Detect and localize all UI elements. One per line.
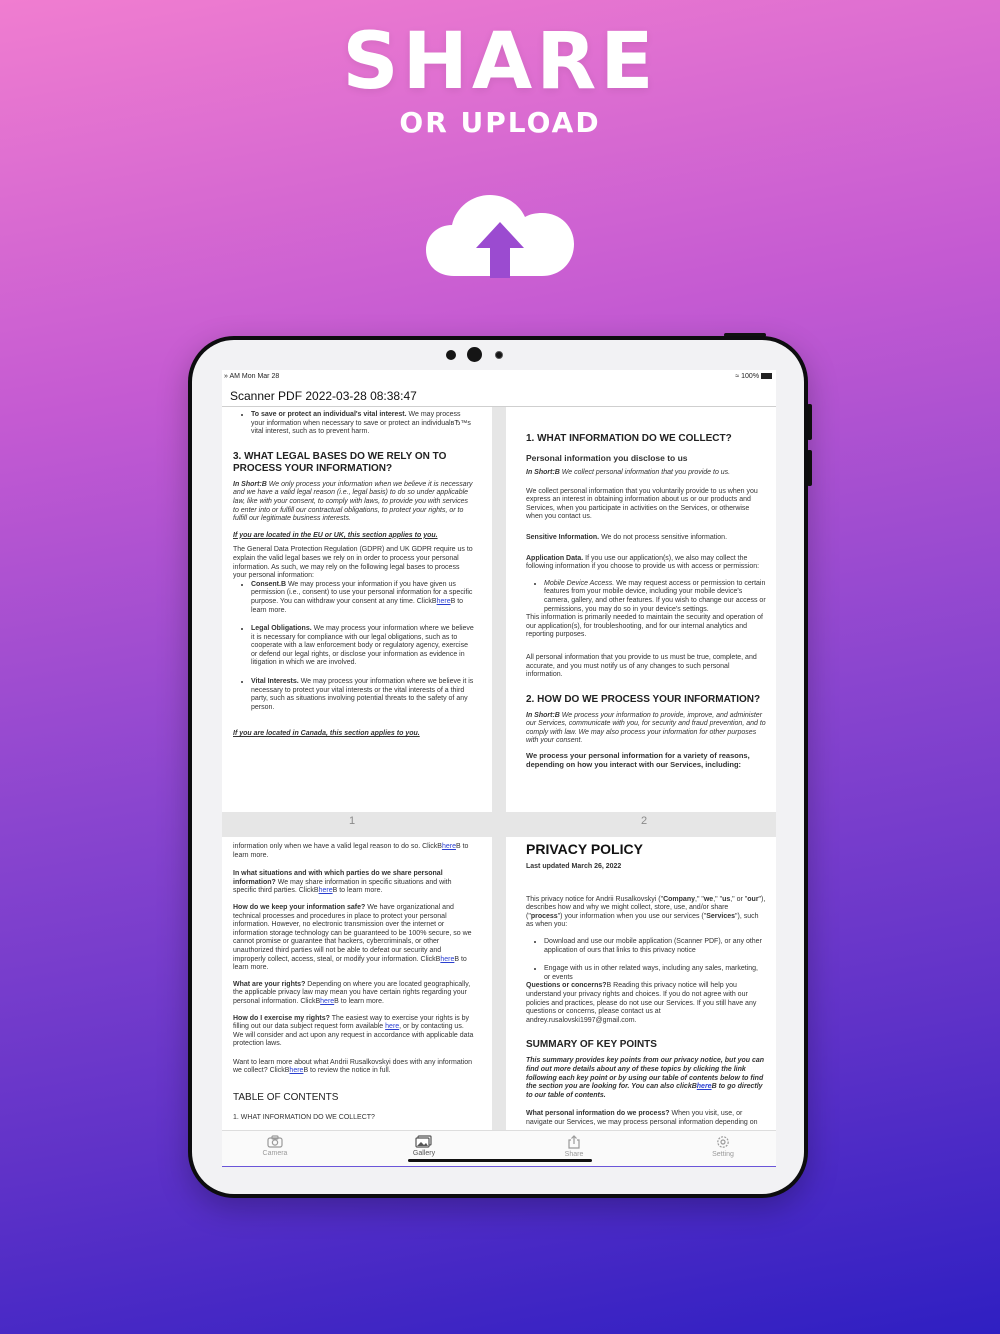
here-link[interactable]: here: [385, 1023, 400, 1031]
here-link[interactable]: here: [320, 997, 335, 1005]
gallery-icon: [415, 1135, 433, 1148]
gear-icon: [716, 1135, 730, 1149]
light-sensor: [495, 351, 503, 359]
battery-icon: [761, 373, 772, 379]
page-grid: [222, 407, 776, 1130]
here-link[interactable]: here: [696, 1083, 712, 1091]
hero-title: SHARE: [342, 17, 658, 107]
tab-camera[interactable]: Camera: [235, 1135, 315, 1157]
tab-setting[interactable]: Setting: [683, 1135, 763, 1158]
tab-gallery[interactable]: Gallery: [384, 1135, 464, 1157]
page-number-2: 2: [641, 815, 648, 827]
here-link[interactable]: here: [289, 1067, 304, 1075]
share-icon: [567, 1135, 581, 1149]
section-heading: 3. WHAT LEGAL BASES DO WE RELY ON TO PROCESS YOUR INFORMATION?: [233, 450, 447, 474]
here-link[interactable]: here: [436, 597, 451, 605]
hero-subtitle: OR UPLOAD: [399, 106, 601, 139]
pdf-page-1[interactable]: • To save or protect an individual's vital interest. We may process your information when necessary to save or protect an individualвЂ™s vital interest, such as to prevent harm. 3. WHAT LEGAL BASES DO WE RELY ON TO PROCESS YOUR INFORMATION? In Short:В We only process your information when we believe it is necessary and we have a valid legal reason (i.e., legal basis) to do so under applicable law, like with your consent, to comply with laws, to provide you with services to enter into or fulfill our contractual obligations, to protect your rights, or to fulfill our legitimate business interests. If you are located in the EU or UK, this section applies to you. The General Data Protection Regulation (GDPR) and UK GDPR require us to explain the valid legal bases we rely on in order to process your personal information. As such, we may rely on the following legal bases to process your personal information: • Consent.В We may process your information if you have given us permission (i.e., consent) to use your personal information for a specific purpose. You can withdraw your consent at any time. ClickВhereВ to learn more. • Legal Obligations. We may process your information where we believe it is necessary for compliance with our legal obligations, such as to cooperate with a law enforcement body or regulatory agency, exercise or defend our legal rights, or disclose your information as evidence in litigation in which we are involved. • Vital Interests. We may process your information where we believe it is necessary to protect your vital interests or the vital interests of a third party, such as situations involving potential threats to the safety of any person. If you are located in Canada, this section applies to you.: [222, 407, 492, 812]
status-bar: [222, 370, 776, 386]
pdf-page-4[interactable]: PRIVACY POLICY Last updated March 26, 2022 This privacy notice for Andrii Rusalkovskyi ("Company," "we," "us," or "our"), describes how and why we might collect, store, use, and/or share ("process") your information when you use our services ("Services"), such as when you: • Download and use our mobile application (Scanner PDF), or any other application of ours that links to this privacy notice • Engage with us in other related ways, including any sales, marketing, or events Questions or concerns?В Reading this privacy notice will help you understand your privacy rights and choices. If you do not agree with our policies and practices, please do not use our Services. If you still have any questions or concerns, please contact us at andrey.rusalovski1997@gmail.com. SUMMARY OF KEY POINTS This summary provides key points from our privacy notice, but you can find out more details about any of these topics by clicking the link following each key point or by using our table of contents below to find the section you are looking for. You can also clickВhereВ to go directly to our table of contents. What personal information do we process? When you visit, use, or navigate our Services, we may process personal information depending on: [506, 837, 776, 1130]
page-number-1: 1: [349, 815, 356, 827]
wifi-icon: ≈: [735, 373, 740, 380]
nav-bar: [222, 386, 776, 407]
status-battery: ≈ 100%: [735, 373, 772, 380]
front-camera: [467, 347, 482, 362]
section-heading: 1. WHAT INFORMATION DO WE COLLECT?: [526, 433, 732, 444]
pdf-page-3[interactable]: information only when we have a valid legal reason to do so. ClickВhereВ to learn more. In what situations and with which parties do we share personal information? We may share information in specific situations and with specific third parties. ClickВhereВ to learn more. How do we keep your information safe? We have organizational and technical processes and procedures in place to protect your personal information. However, no electronic transmission over the internet or information storage technology can be guaranteed to be 100% secure, so we cannot promise or guarantee that hackers, cybercriminals, or other unauthorized third parties will not be able to defeat our security and improperly collect, access, steal, or modify your information. ClickВhereВ to learn more. What are your rights? Depending on where you are located geographically, the applicable privacy law may mean you have certain rights regarding your personal information. ClickВhereВ to learn more. How do I exercise my rights? The easiest way to exercise your rights is by filling out our data subject request form available here, or by contacting us. We will consider and act upon any request in accordance with applicable data protection laws. Want to learn more about what Andrii Rusalkovskyi does with any information we collect? ClickВhereВ to review the notice in full. TABLE OF CONTENTS 1. WHAT INFORMATION DO WE COLLECT?: [222, 837, 492, 1130]
home-indicator: [408, 1159, 592, 1162]
app-screen: [222, 370, 776, 1167]
privacy-policy-title: PRIVACY POLICY: [526, 841, 643, 857]
document-title: Scanner PDF 2022-03-28 08:38:47: [230, 389, 417, 403]
here-link[interactable]: here: [441, 843, 456, 850]
camera-icon: [267, 1135, 283, 1148]
sensor-dot: [446, 350, 456, 360]
status-time: » AM Mon Mar 28: [224, 373, 280, 380]
here-link[interactable]: here: [318, 887, 333, 895]
here-link[interactable]: here: [440, 955, 455, 963]
tab-share[interactable]: Share: [534, 1135, 614, 1158]
section-heading: SUMMARY OF KEY POINTS: [526, 1039, 657, 1051]
toc-heading: TABLE OF CONTENTS: [233, 1092, 339, 1104]
section-heading: 2. HOW DO WE PROCESS YOUR INFORMATION?: [526, 693, 761, 705]
pdf-page-2[interactable]: 1. WHAT INFORMATION DO WE COLLECT? Personal information you disclose to us In Short:В We collect personal information that you provide to us. We collect personal information that you voluntarily provide to us when you express an interest in obtaining information about us or our products and Services, when you participate in activities on the Services, or otherwise when you contact us. Sensitive Information. We do not process sensitive information. Application Data. If you use our application(s), we also may collect the following information if you choose to provide us with access or permission: • Mobile Device Access. We may request access or permission to certain features from your mobile device, including your mobile device's camera, gallery, and other features. If you wish to change our access or permissions, you may do so in your device's settings. This information is primarily needed to maintain the security and operation of our application(s), for troubleshooting, and for our internal analytics and reporting purposes. All personal information that you provide to us must be true, complete, and accurate, and you must notify us of any changes to such personal information. 2. HOW DO WE PROCESS YOUR INFORMATION? In Short:В We process your information to provide, improve, and administer our Services, communicate with you, for security and fraud prevention, and to comply with law. We may also process your information for other purposes with your consent. We process your personal information for a variety of reasons, depending on how you interact with our Services, including:: [506, 407, 776, 812]
cloud-upload-icon: [424, 192, 576, 278]
